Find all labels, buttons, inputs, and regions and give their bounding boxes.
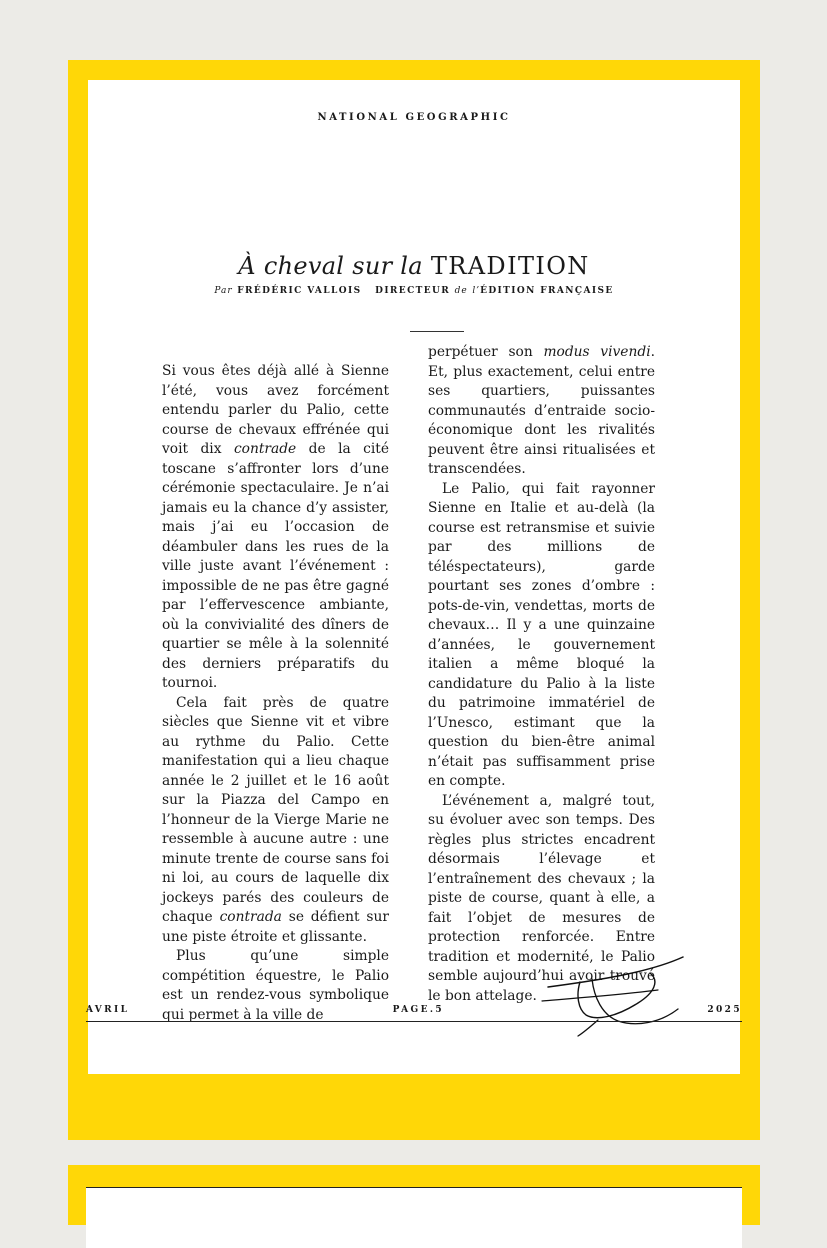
byline-role: DIRECTEUR	[375, 286, 451, 296]
page-footer	[86, 1005, 742, 1015]
column-right	[428, 343, 655, 1006]
byline-author: FRÉDÉRIC VALLOIS	[237, 286, 362, 296]
yellow-border-frame	[68, 60, 760, 1140]
paragraph-3: Plus qu’une simple compétition équestre, le Palio est un rendez-vous symbolique qui permet à la ville de	[162, 948, 389, 1023]
article-page	[88, 80, 740, 1074]
article-title	[88, 252, 740, 280]
title-italic-lead: À cheval sur la	[238, 252, 423, 280]
paragraph-3-continued: perpétuer son modus vivendi. Et, plus exactement, celui entre ses quartiers, puissantes communautés d’entraide socio-économique dont les rivalités peuvent être ainsi ritualisées et transcendées.	[428, 344, 655, 477]
byline	[88, 286, 740, 296]
paragraph-5: L’événement a, malgré tout, su évoluer avec son temps. Des règles plus strictes encadrent désormais l’élevage et l’entraînement des chevaux ; la piste de course, quant à elle, a fait l’objet de mesures de protection renforcée. Entre tradition et modernité, le Palio semble aujourd’hui avoir trouvé le bon attelage.	[428, 792, 655, 1004]
signature-icon	[538, 935, 688, 1040]
footer-page-number: PAGE.5	[392, 1005, 445, 1015]
next-page-peek	[68, 1165, 760, 1225]
next-page-paper	[86, 1187, 742, 1248]
byline-edition: ÉDITION FRANÇAISE	[480, 286, 614, 296]
paragraph-4: Le Palio, qui fait rayonner Sienne en Italie et au-delà (la course est retransmise et suivie par des millions de téléspectateurs), garde pourtant ses zones d’ombre : pots-de-vin, vendettas, morts de chevaux… Il y a une quinzaine d’années, le gouvernement italien a même bloqué la candidature du Palio à la liste du patrimoine immatériel de l’Unesco, estimant que la question du bien-être animal n’était pas suffisamment prise en compte.	[428, 480, 655, 789]
paragraph-1: Si vous êtes déjà allé à Sienne l’été, vous avez forcément entendu parler du Palio, cette course de chevaux effrénée qui voit dix contrade de la cité toscane s’affronter lors d’une cérémonie spectaculaire. Je n’ai jamais eu la chance d’y assister, mais j’ai eu l’occasion de déambuler dans les rues de la ville juste avant l’événement : impossible de ne pas être gagné par l’effervescence ambiante, où la convivialité des dîners de quartier se mêle à la solennité des derniers préparatifs du tournoi.	[162, 363, 389, 691]
byline-par: Par	[214, 286, 233, 296]
footer-year: 2025	[707, 1005, 742, 1015]
footer-rule	[86, 1021, 742, 1022]
byline-le: l’	[472, 286, 481, 296]
title-caps-word: TRADITION	[430, 252, 590, 280]
masthead: NATIONAL GEOGRAPHIC	[317, 112, 511, 123]
column-left	[162, 362, 389, 1025]
byline-de: de	[454, 286, 468, 296]
footer-month: AVRIL	[86, 1005, 130, 1015]
paragraph-2: Cela fait près de quatre siècles que Sienne vit et vibre au rythme du Palio. Cette manifestation qui a lieu chaque année le 2 juillet et le 16 août sur la Piazza del Campo en l’honneur de la Vierge Marie ne ressemble à aucune autre : une minute trente de course sans foi ni loi, au cours de laquelle dix jockeys parés des couleurs de chaque contrada se défient sur une piste étroite et glissante.	[162, 694, 389, 945]
title-divider	[410, 331, 464, 332]
